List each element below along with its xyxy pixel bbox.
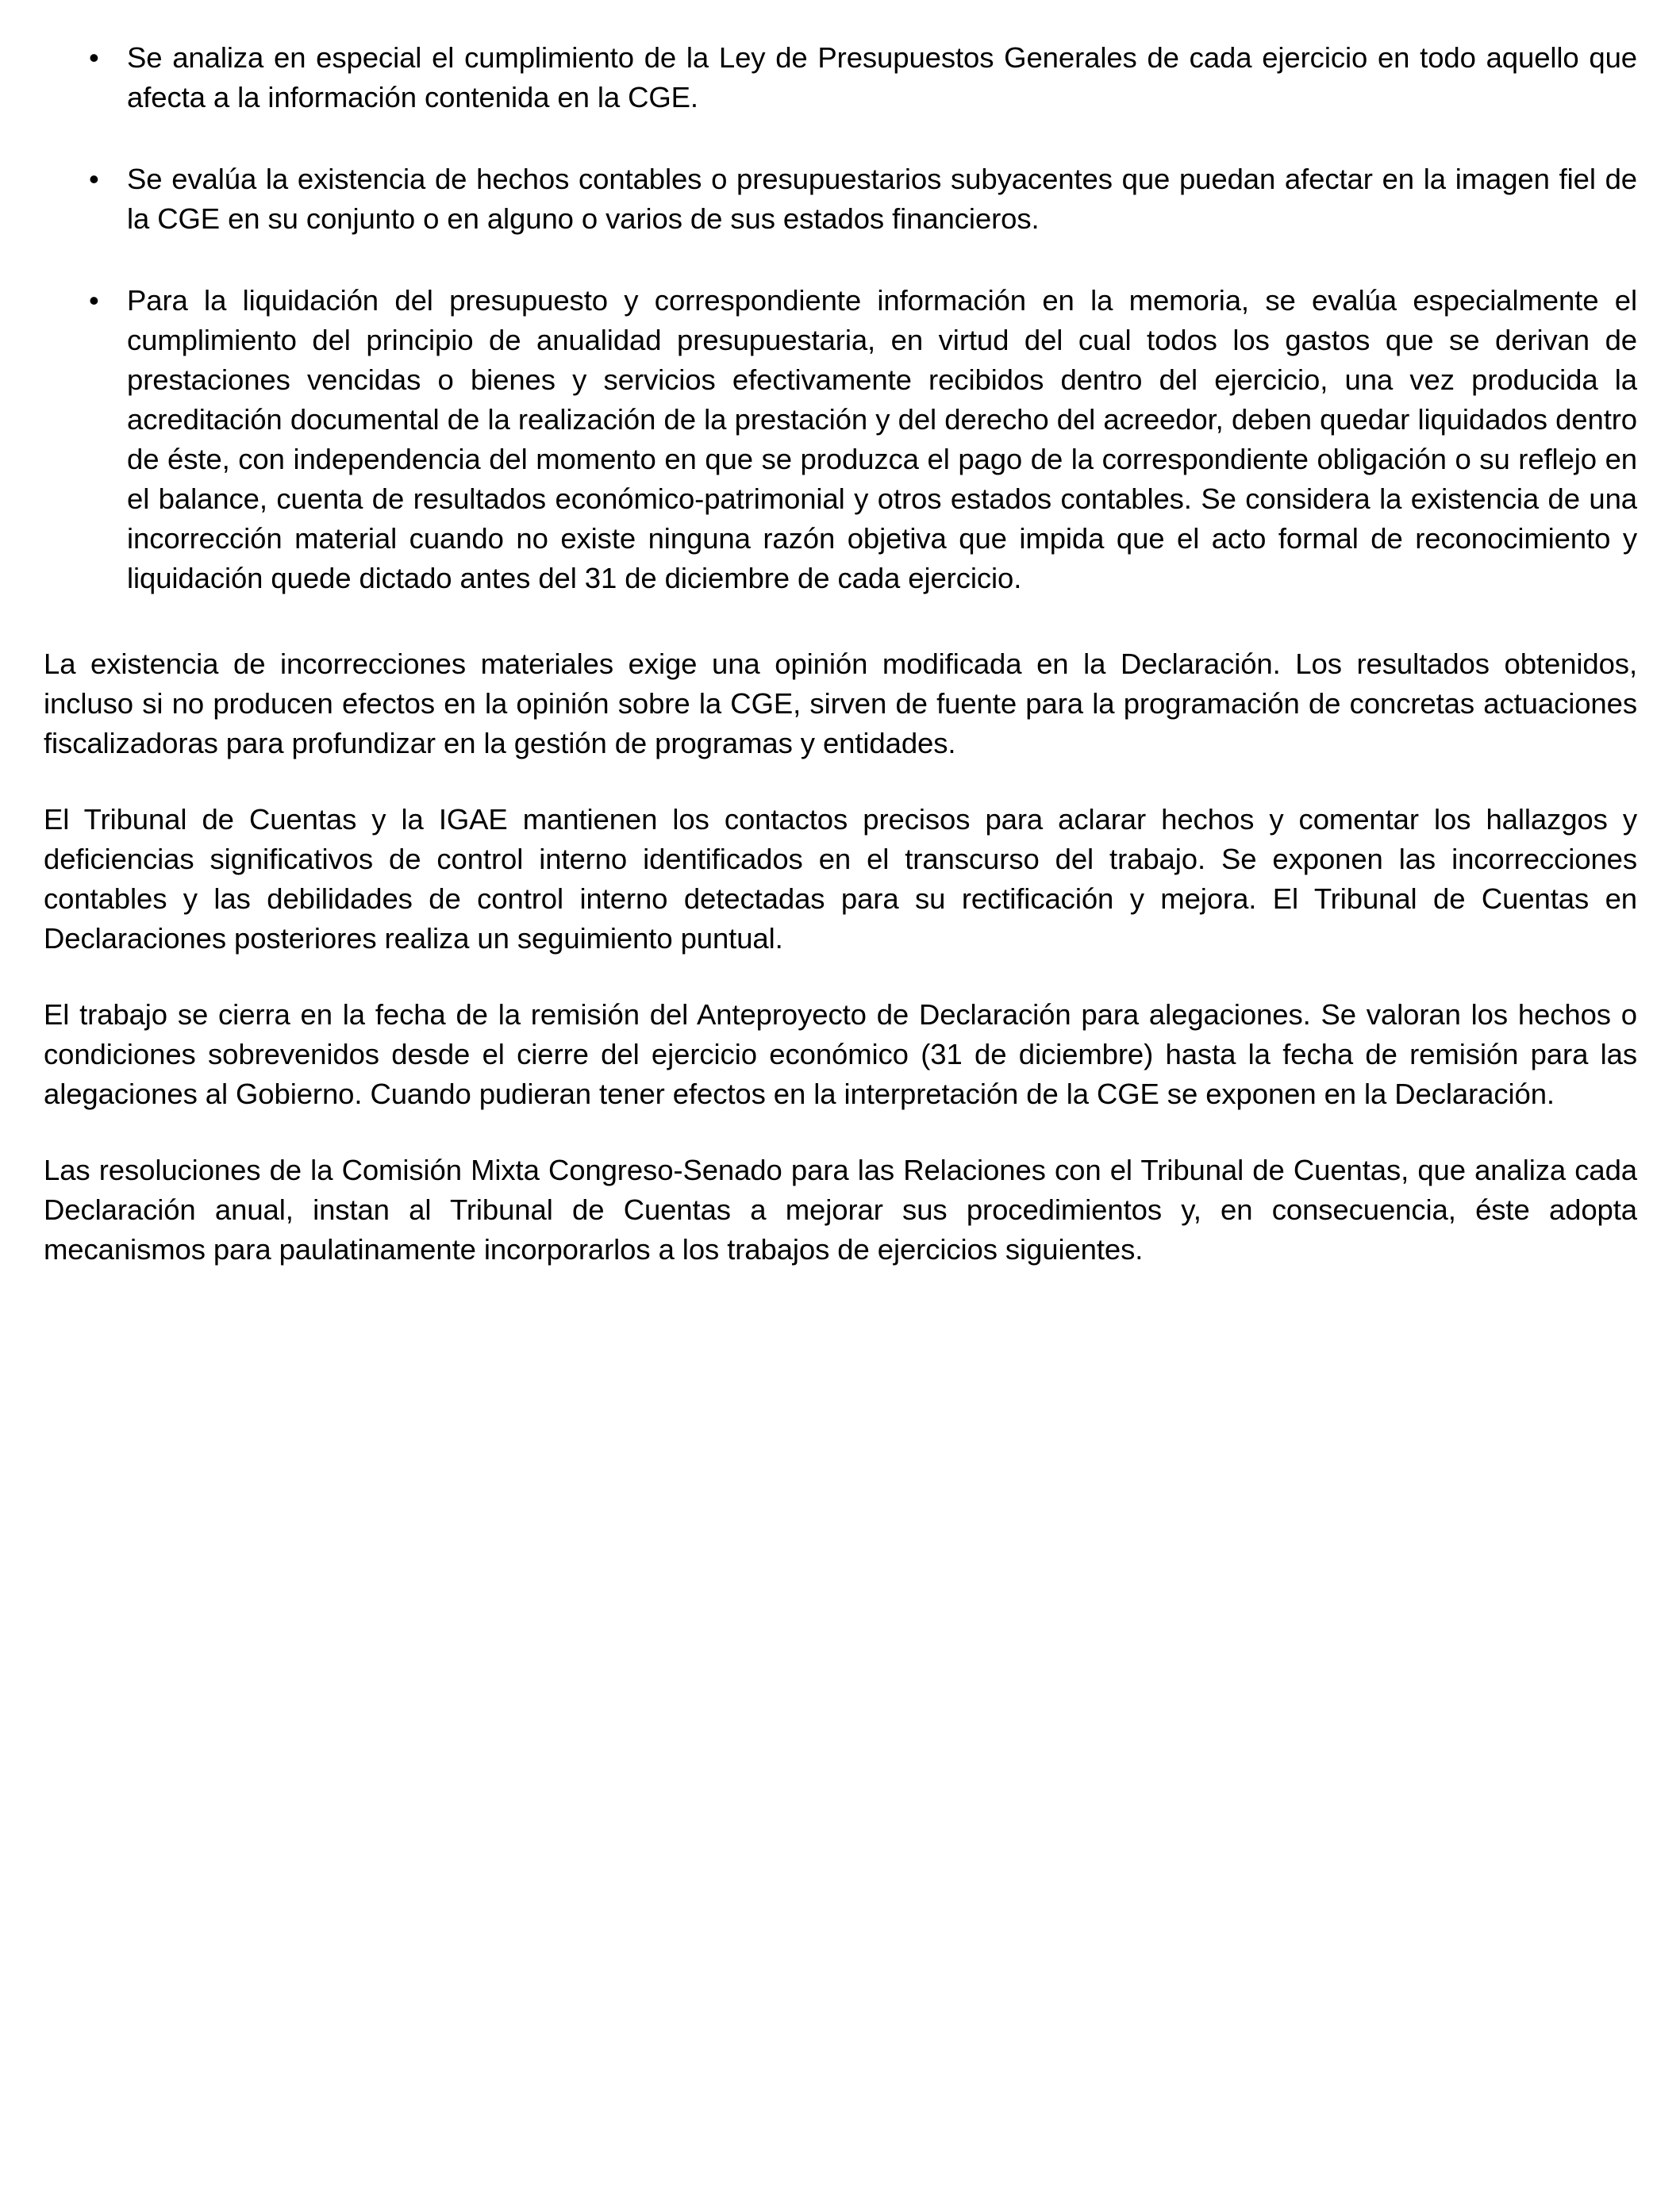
procedures-bullet-list — [44, 38, 1637, 598]
list-item — [44, 159, 1637, 239]
bullet-point-icon: • — [89, 284, 99, 317]
list-item — [44, 281, 1637, 598]
list-item-text: Se evalúa la existencia de hechos contables o presupuestarios subyacentes que puedan afectar en la imagen fiel de la CGE en su conjunto o en alguno o varios de sus estados financieros. — [127, 163, 1637, 235]
body-paragraphs — [44, 644, 1637, 1270]
list-item-text: Para la liquidación del presupuesto y correspondiente información en la memoria, se evalúa especialmente el cumplimiento del principio de anualidad presupuestaria, en virtud del cual todos los gastos que se derivan de prestaciones vencidas o bienes y servicios efectivamente recibidos dentro del ejercicio, una vez producida la acreditación documental de la realización de la prestación y del derecho del acreedor, deben quedar liquidados dentro de éste, con independencia del momento en que se produzca el pago de la correspondiente obligación o su reflejo en el balance, cuenta de resultados económico-patrimonial y otros estados contables. Se considera la existencia de una incorrección material cuando no existe ninguna razón objetiva que impida que el acto formal de reconocimiento y liquidación quede dictado antes del 31 de diciembre de cada ejercicio. — [127, 284, 1637, 594]
paragraph: Las resoluciones de la Comisión Mixta Congreso-Senado para las Relaciones con el Tribunal de Cuentas, que analiza cada Declaración anual, instan al Tribunal de Cuentas a mejorar sus procedimientos y, en consecuencia, éste adopta mecanismos para paulatinamente incorporarlos a los trabajos de ejercicios siguientes. — [44, 1154, 1637, 1266]
paragraph: El trabajo se cierra en la fecha de la remisión del Anteproyecto de Declaración para alegaciones. Se valoran los hechos o condiciones sobrevenidos desde el cierre del ejercicio económico (31 de diciembre) hasta la fecha de remisión para las alegaciones al Gobierno. Cuando pudieran tener efectos en la interpretación de la CGE se exponen en la Declaración. — [44, 998, 1637, 1110]
paragraph: La existencia de incorrecciones materiales exige una opinión modificada en la Declaración. Los resultados obtenidos, incluso si no producen efectos en la opinión sobre la CGE, sirven de fuente para la programación de concretas actuaciones fiscalizadoras para profundizar en la gestión de programas y entidades. — [44, 647, 1637, 759]
paragraph: El Tribunal de Cuentas y la IGAE mantienen los contactos precisos para aclarar hechos y comentar los hallazgos y deficiencias significativos de control interno identificados en el transcurso del trabajo. Se exponen las incorrecciones contables y las debilidades de control interno detectadas para su rectificación y mejora. El Tribunal de Cuentas en Declaraciones posteriores realiza un seguimiento puntual. — [44, 803, 1637, 955]
list-item — [44, 38, 1637, 117]
document-content — [44, 38, 1637, 1270]
bullet-point-icon: • — [89, 163, 99, 195]
bullet-point-icon: • — [89, 41, 99, 74]
list-item-text: Se analiza en especial el cumplimiento de la Ley de Presupuestos Generales de cada ejercicio en todo aquello que afecta a la información contenida en la CGE. — [127, 41, 1637, 113]
